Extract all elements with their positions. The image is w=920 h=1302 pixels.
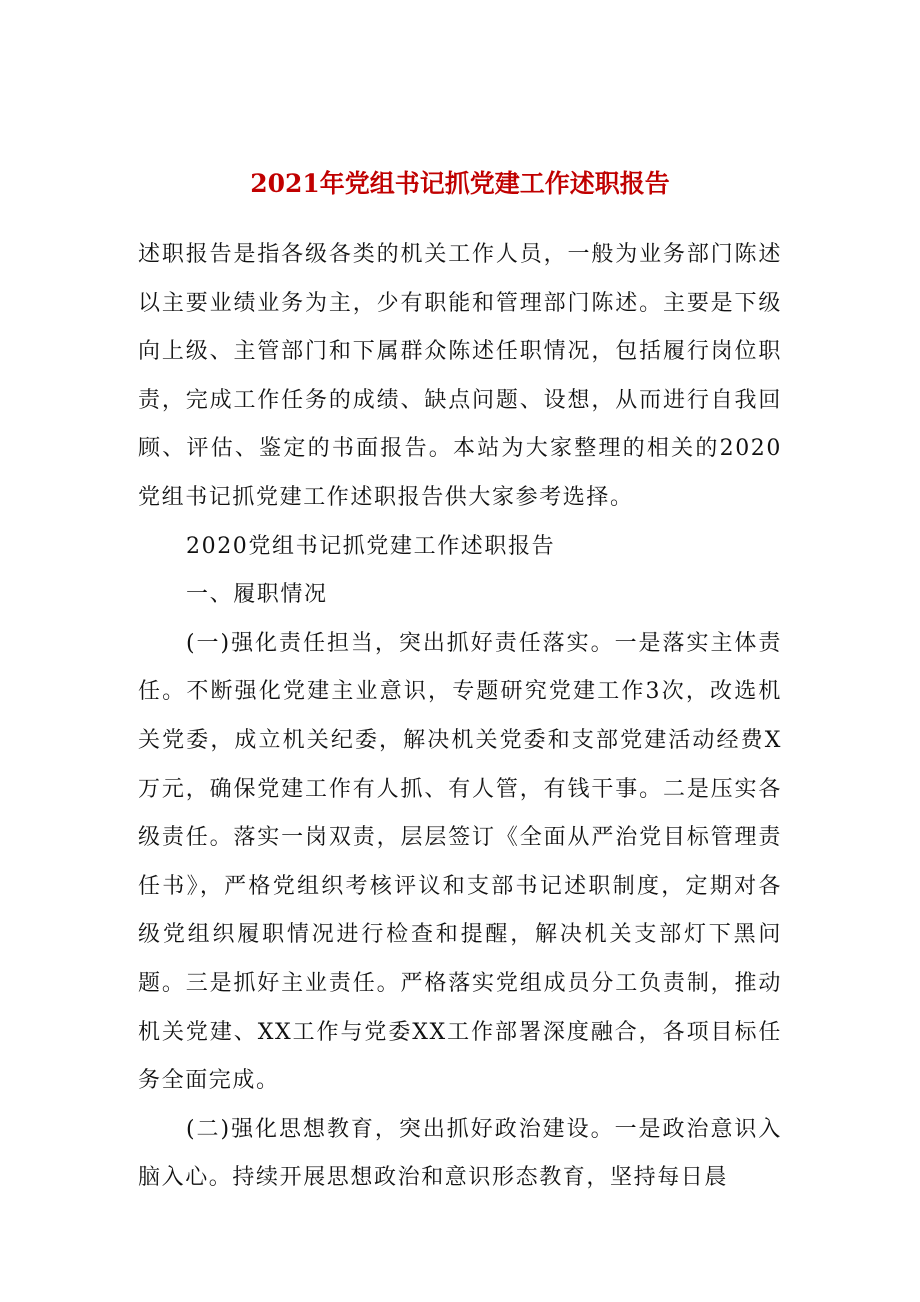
body-paragraph: (二)强化思想教育，突出抓好政治建设。一是政治意识入脑入心。持续开展思想政治和意识形态教育，坚持每日晨: [138, 1116, 782, 1191]
section-heading: 一、履职情况: [186, 582, 328, 608]
document-body: [138, 231, 782, 1203]
intro-paragraph: 述职报告是指各级各类的机关工作人员，一般为业务部门陈述以主要业绩业务为主，少有职能和管理部门陈述。主要是下级向上级、主管部门和下属群众陈述任职情况，包括履行岗位职责，完成工作任务的成绩、缺点问题、设想，从而进行自我回顾、评估、鉴定的书面报告。本站为大家整理的相关的2020党组书记抓党建工作述职报告供大家参考选择。: [138, 242, 782, 510]
document-title: 2021年党组书记抓党建工作述职报告: [250, 169, 670, 198]
body-paragraph: (一)强化责任担当，突出抓好责任落实。一是落实主体责任。不断强化党建主业意识，专题研究党建工作3次，改选机关党委，成立机关纪委，解决机关党委和支部党建活动经费X万元，确保党建工作有人抓、有人管，有钱干事。二是压实各级责任。落实一岗双责，层层签订《全面从严治党目标管理责任书》，严格党组织考核评议和支部书记述职制度，定期对各级党组织履职情况进行检查和提醒，解决机关支部灯下黑问题。三是抓好主业责任。严格落实党组成员分工负责制，推动机关党建、XX工作与党委XX工作部署深度融合，各项目标任务全面完成。: [138, 630, 782, 1094]
report-subtitle: 2020党组书记抓党建工作述职报告: [186, 533, 556, 559]
